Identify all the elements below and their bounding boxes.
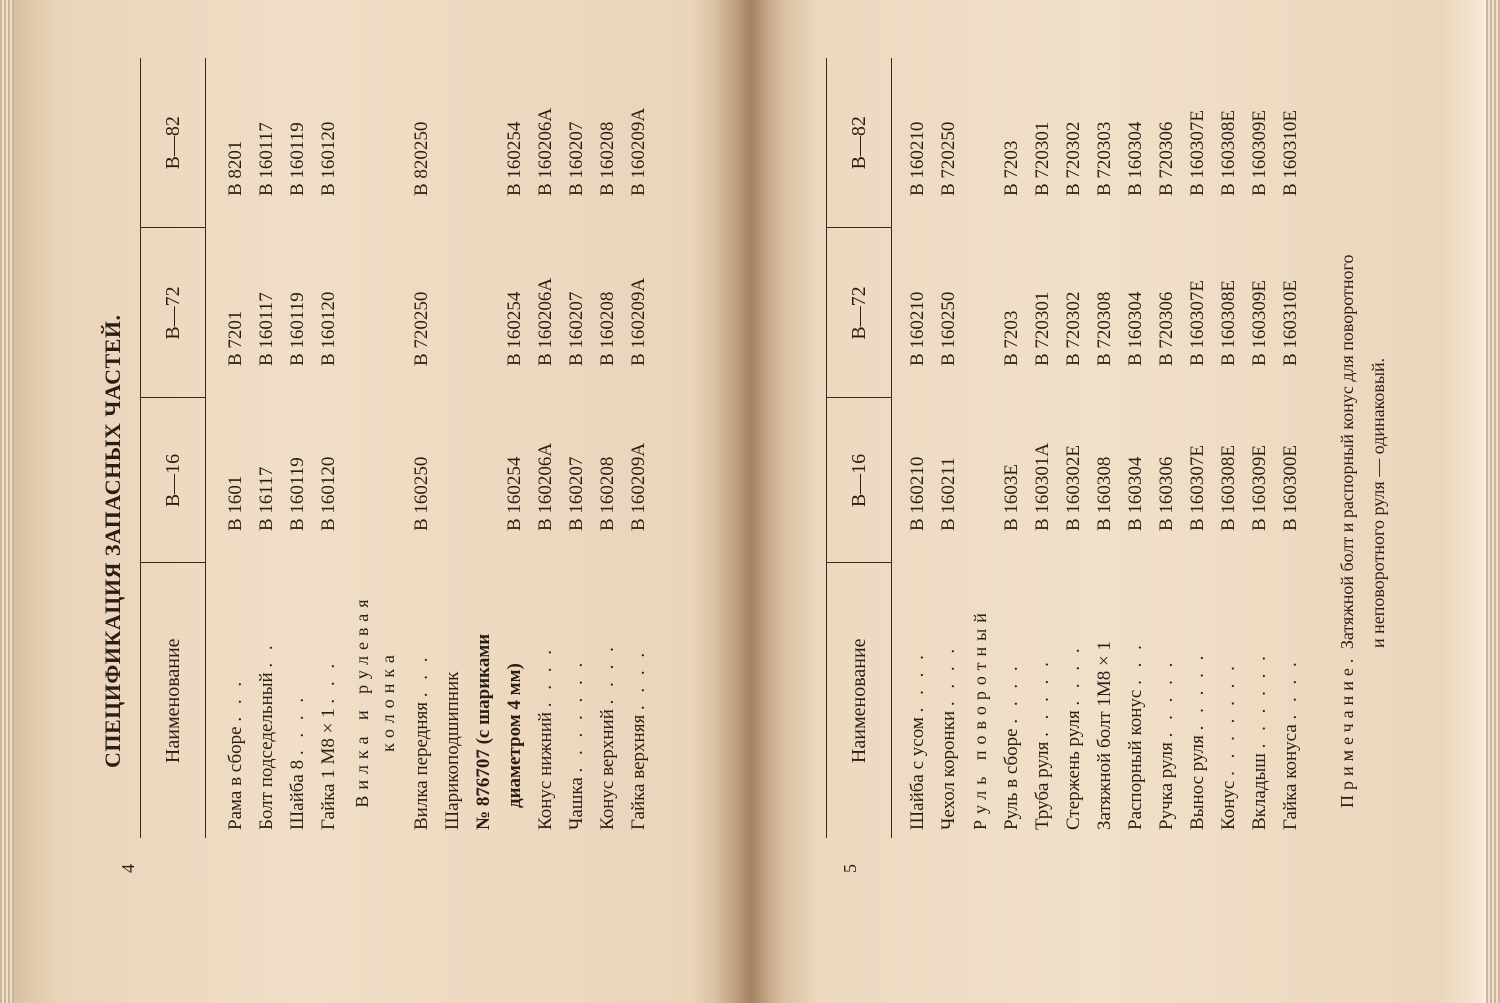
code-b82: В 160307Е <box>1186 109 1208 196</box>
code-b72: В 160117 <box>255 292 277 366</box>
leader-dots: . . . . . <box>1186 651 1208 731</box>
code-b82: В 720302 <box>1062 121 1084 196</box>
part-name: Труба руля <box>1031 741 1053 830</box>
leader-dots: . . . . <box>906 651 928 713</box>
code-b82: В 160309Е <box>1248 109 1270 196</box>
code-b16: В 160209А <box>627 442 649 531</box>
code-b16: В 16117 <box>255 466 277 531</box>
part-name: Рама в сборе <box>224 726 246 830</box>
part-name: Распорный конус <box>1124 689 1146 830</box>
code-b72: В 160254 <box>503 291 525 366</box>
code-b72: В 160310Е <box>1279 279 1301 366</box>
code-b82 <box>437 58 468 228</box>
part-name: Болт подседельный <box>255 672 277 830</box>
column-header-b72: В—72 <box>827 228 892 398</box>
leader-dots: . . . . <box>286 693 308 756</box>
code-b16: В 160250 <box>410 456 432 531</box>
leader-dots: . . . <box>317 659 339 704</box>
part-name: № 876707 (с шариками <box>472 633 494 830</box>
leader-dots: . . . . . . . <box>565 658 587 773</box>
part-name: Конус нижний <box>534 711 556 830</box>
footnote-text-1: Затяжной болт и распорный конус для поворотного <box>1337 254 1357 650</box>
code-b72: В 160210 <box>906 291 928 366</box>
part-name: Чехол коронки <box>937 710 959 830</box>
code-b16: В 160208 <box>596 456 618 531</box>
code-b82: В 720306 <box>1155 121 1177 196</box>
code-b82: В 160254 <box>503 121 525 196</box>
code-b72: В 160309Е <box>1248 279 1270 366</box>
part-name: Конус <box>1217 780 1239 830</box>
code-b82: В 720303 <box>1093 121 1115 196</box>
code-b82: В 160207 <box>565 121 587 196</box>
section-heading: Вилка и рулевая колонка <box>352 593 398 808</box>
section-heading: Руль поворотный <box>969 607 990 830</box>
code-b82: В 160119 <box>286 122 308 196</box>
code-b72: В 7203 <box>1000 310 1022 366</box>
section-heading-row <box>964 58 996 838</box>
table-row <box>1058 58 1089 838</box>
table-row <box>1182 58 1213 838</box>
leader-dots: . . . . <box>1062 644 1084 706</box>
right-page-edge <box>1486 0 1500 1003</box>
footnote-text-2: и неповоротного руля — одинаковый. <box>1368 357 1388 648</box>
leader-dots: . . . <box>224 677 246 722</box>
left-page-edge <box>0 0 14 1003</box>
part-name: Конус верхний <box>596 709 618 830</box>
table-row <box>1244 58 1275 838</box>
parts-table-left <box>140 58 654 838</box>
code-b16: В 160120 <box>317 456 339 531</box>
table-row <box>561 58 592 838</box>
leader-dots: . . . . <box>596 643 618 705</box>
column-header-b72: В—72 <box>141 228 206 398</box>
code-b16 <box>437 398 468 563</box>
part-name: Затяжной болт 1М8 × 1 <box>1093 640 1115 830</box>
code-b82: В 160208 <box>596 121 618 196</box>
code-b82 <box>468 58 499 228</box>
table-row <box>282 58 313 838</box>
table-row <box>933 58 964 838</box>
column-header-name: Наименование <box>827 563 892 838</box>
code-b16: В 160309Е <box>1248 444 1270 531</box>
code-b82: В 720250 <box>937 121 959 196</box>
part-name: Чашка <box>565 777 587 830</box>
code-b16: В 160119 <box>286 457 308 531</box>
part-name: Вкладыш <box>1248 753 1270 830</box>
part-name: Шайба с усом <box>906 717 928 830</box>
code-b16: В 160308 <box>1093 456 1115 531</box>
code-b72 <box>437 228 468 398</box>
code-b16: В 160211 <box>937 457 959 531</box>
part-name: Шарикоподшипник <box>441 671 463 830</box>
table-row <box>220 58 251 838</box>
leader-dots: . . . . <box>1000 662 1022 724</box>
table-row <box>1275 58 1306 838</box>
table-row <box>1089 58 1120 838</box>
leader-dots: . . . . . . . <box>1217 662 1239 776</box>
part-name: Руль в сборе <box>1000 728 1022 830</box>
table-row <box>468 58 499 838</box>
code-b16: В 160304 <box>1124 456 1146 531</box>
code-b16: В 160206А <box>534 442 556 531</box>
leader-dots: . . <box>255 641 277 668</box>
leader-dots: . . . . . . <box>1248 652 1270 749</box>
code-b16: В 160207 <box>565 456 587 531</box>
table-row <box>530 58 561 838</box>
part-name: Ручка руля <box>1155 742 1177 830</box>
column-header-b82: В—82 <box>827 58 892 228</box>
part-name: диаметром 4 мм) <box>503 663 525 808</box>
section-heading-row <box>344 58 406 838</box>
footnote-label: Примечание. <box>1337 653 1357 808</box>
code-b72: В 160120 <box>317 291 339 366</box>
code-b16: В 160307Е <box>1186 444 1208 531</box>
table-row <box>1120 58 1151 838</box>
code-b16: В 160254 <box>503 456 525 531</box>
code-b82: В 160310Е <box>1279 109 1301 196</box>
code-b16: В 160308Е <box>1217 444 1239 531</box>
code-b82: В 8201 <box>224 140 246 196</box>
code-b16: В 1603Е <box>1000 463 1022 531</box>
table-row <box>623 58 654 838</box>
table-row <box>406 58 437 838</box>
leader-dots: . . . . <box>937 644 959 707</box>
code-b16: В 160301А <box>1031 442 1053 531</box>
code-b16: В 160306 <box>1155 456 1177 531</box>
code-b82: В 160120 <box>317 121 339 196</box>
footnote <box>1332 48 1394 808</box>
page-number-right: 5 <box>840 864 860 873</box>
code-b16: В 160302Е <box>1062 444 1084 531</box>
leader-dots: . . . . . <box>1155 658 1177 738</box>
code-b82: В 160210 <box>906 121 928 196</box>
table-row <box>499 58 530 838</box>
code-b82: В 7203 <box>1000 140 1022 196</box>
code-b72: В 720302 <box>1062 291 1084 366</box>
book-gutter <box>715 0 785 1003</box>
code-b72: В 160206А <box>534 277 556 366</box>
code-b72: В 720301 <box>1031 291 1053 366</box>
part-name: Гайка конуса <box>1279 724 1301 830</box>
page-number-left: 4 <box>118 864 138 873</box>
footnote-line-1 <box>1332 48 1363 808</box>
code-b16: В 160210 <box>906 456 928 531</box>
code-b82: В 160117 <box>255 122 277 196</box>
code-b82: В 160304 <box>1124 121 1146 196</box>
parts-table-right <box>826 58 1306 838</box>
code-b82: В 160308Е <box>1217 109 1239 196</box>
table-row <box>251 58 282 838</box>
part-name: Шайба 8 <box>286 759 308 830</box>
code-b72: В 720250 <box>410 291 432 366</box>
code-b16: В 1601 <box>224 475 246 531</box>
code-b82: В 820250 <box>410 121 432 196</box>
part-name: Гайка верхняя <box>627 714 649 830</box>
code-b72: В 160209А <box>627 277 649 366</box>
table-row <box>902 58 933 838</box>
column-header-b16: В—16 <box>827 398 892 563</box>
code-b72: В 160304 <box>1124 291 1146 366</box>
leader-dots: . . . . . <box>1031 658 1053 737</box>
code-b72: В 160308Е <box>1217 279 1239 366</box>
table-row <box>437 58 468 838</box>
code-b72: В 160307Е <box>1186 279 1208 366</box>
leader-dots: . . . <box>1124 641 1146 685</box>
code-b72: В 7201 <box>224 310 246 366</box>
part-name: Гайка 1 М8 × 1 <box>317 708 339 830</box>
code-b72: В 160250 <box>937 291 959 366</box>
leader-dots: . . . . <box>627 648 649 711</box>
code-b72: В 160208 <box>596 291 618 366</box>
table-row <box>1151 58 1182 838</box>
table-row <box>313 58 344 838</box>
table-row <box>592 58 623 838</box>
table-header <box>827 58 892 838</box>
part-name: Вилка передняя <box>410 701 432 830</box>
part-name: Вынос руля <box>1186 735 1208 830</box>
leader-dots: . . . <box>410 653 432 698</box>
code-b82: В 720301 <box>1031 121 1053 196</box>
table-row <box>1027 58 1058 838</box>
column-header-name: Наименование <box>141 563 206 838</box>
column-header-b82: В—82 <box>141 58 206 228</box>
code-b72: В 160207 <box>565 291 587 366</box>
code-b72: В 720308 <box>1093 291 1115 366</box>
page-title: СПЕЦИФИКАЦИЯ ЗАПАСНЫХ ЧАСТЕЙ. <box>100 314 125 768</box>
leader-dots: . . . . <box>534 645 556 708</box>
code-b72 <box>468 228 499 398</box>
table-row <box>996 58 1027 838</box>
column-header-b16: В—16 <box>141 398 206 563</box>
code-b82: В 160209А <box>627 107 649 196</box>
code-b16 <box>468 398 499 563</box>
code-b72: В 160119 <box>286 292 308 366</box>
part-name: Стержень руля <box>1062 710 1084 830</box>
table-row <box>1213 58 1244 838</box>
code-b16: В 160300Е <box>1279 444 1301 531</box>
code-b82: В 160206А <box>534 107 556 196</box>
code-b72: В 720306 <box>1155 291 1177 366</box>
leader-dots: . . . . <box>1279 658 1301 720</box>
table-header <box>141 58 206 838</box>
